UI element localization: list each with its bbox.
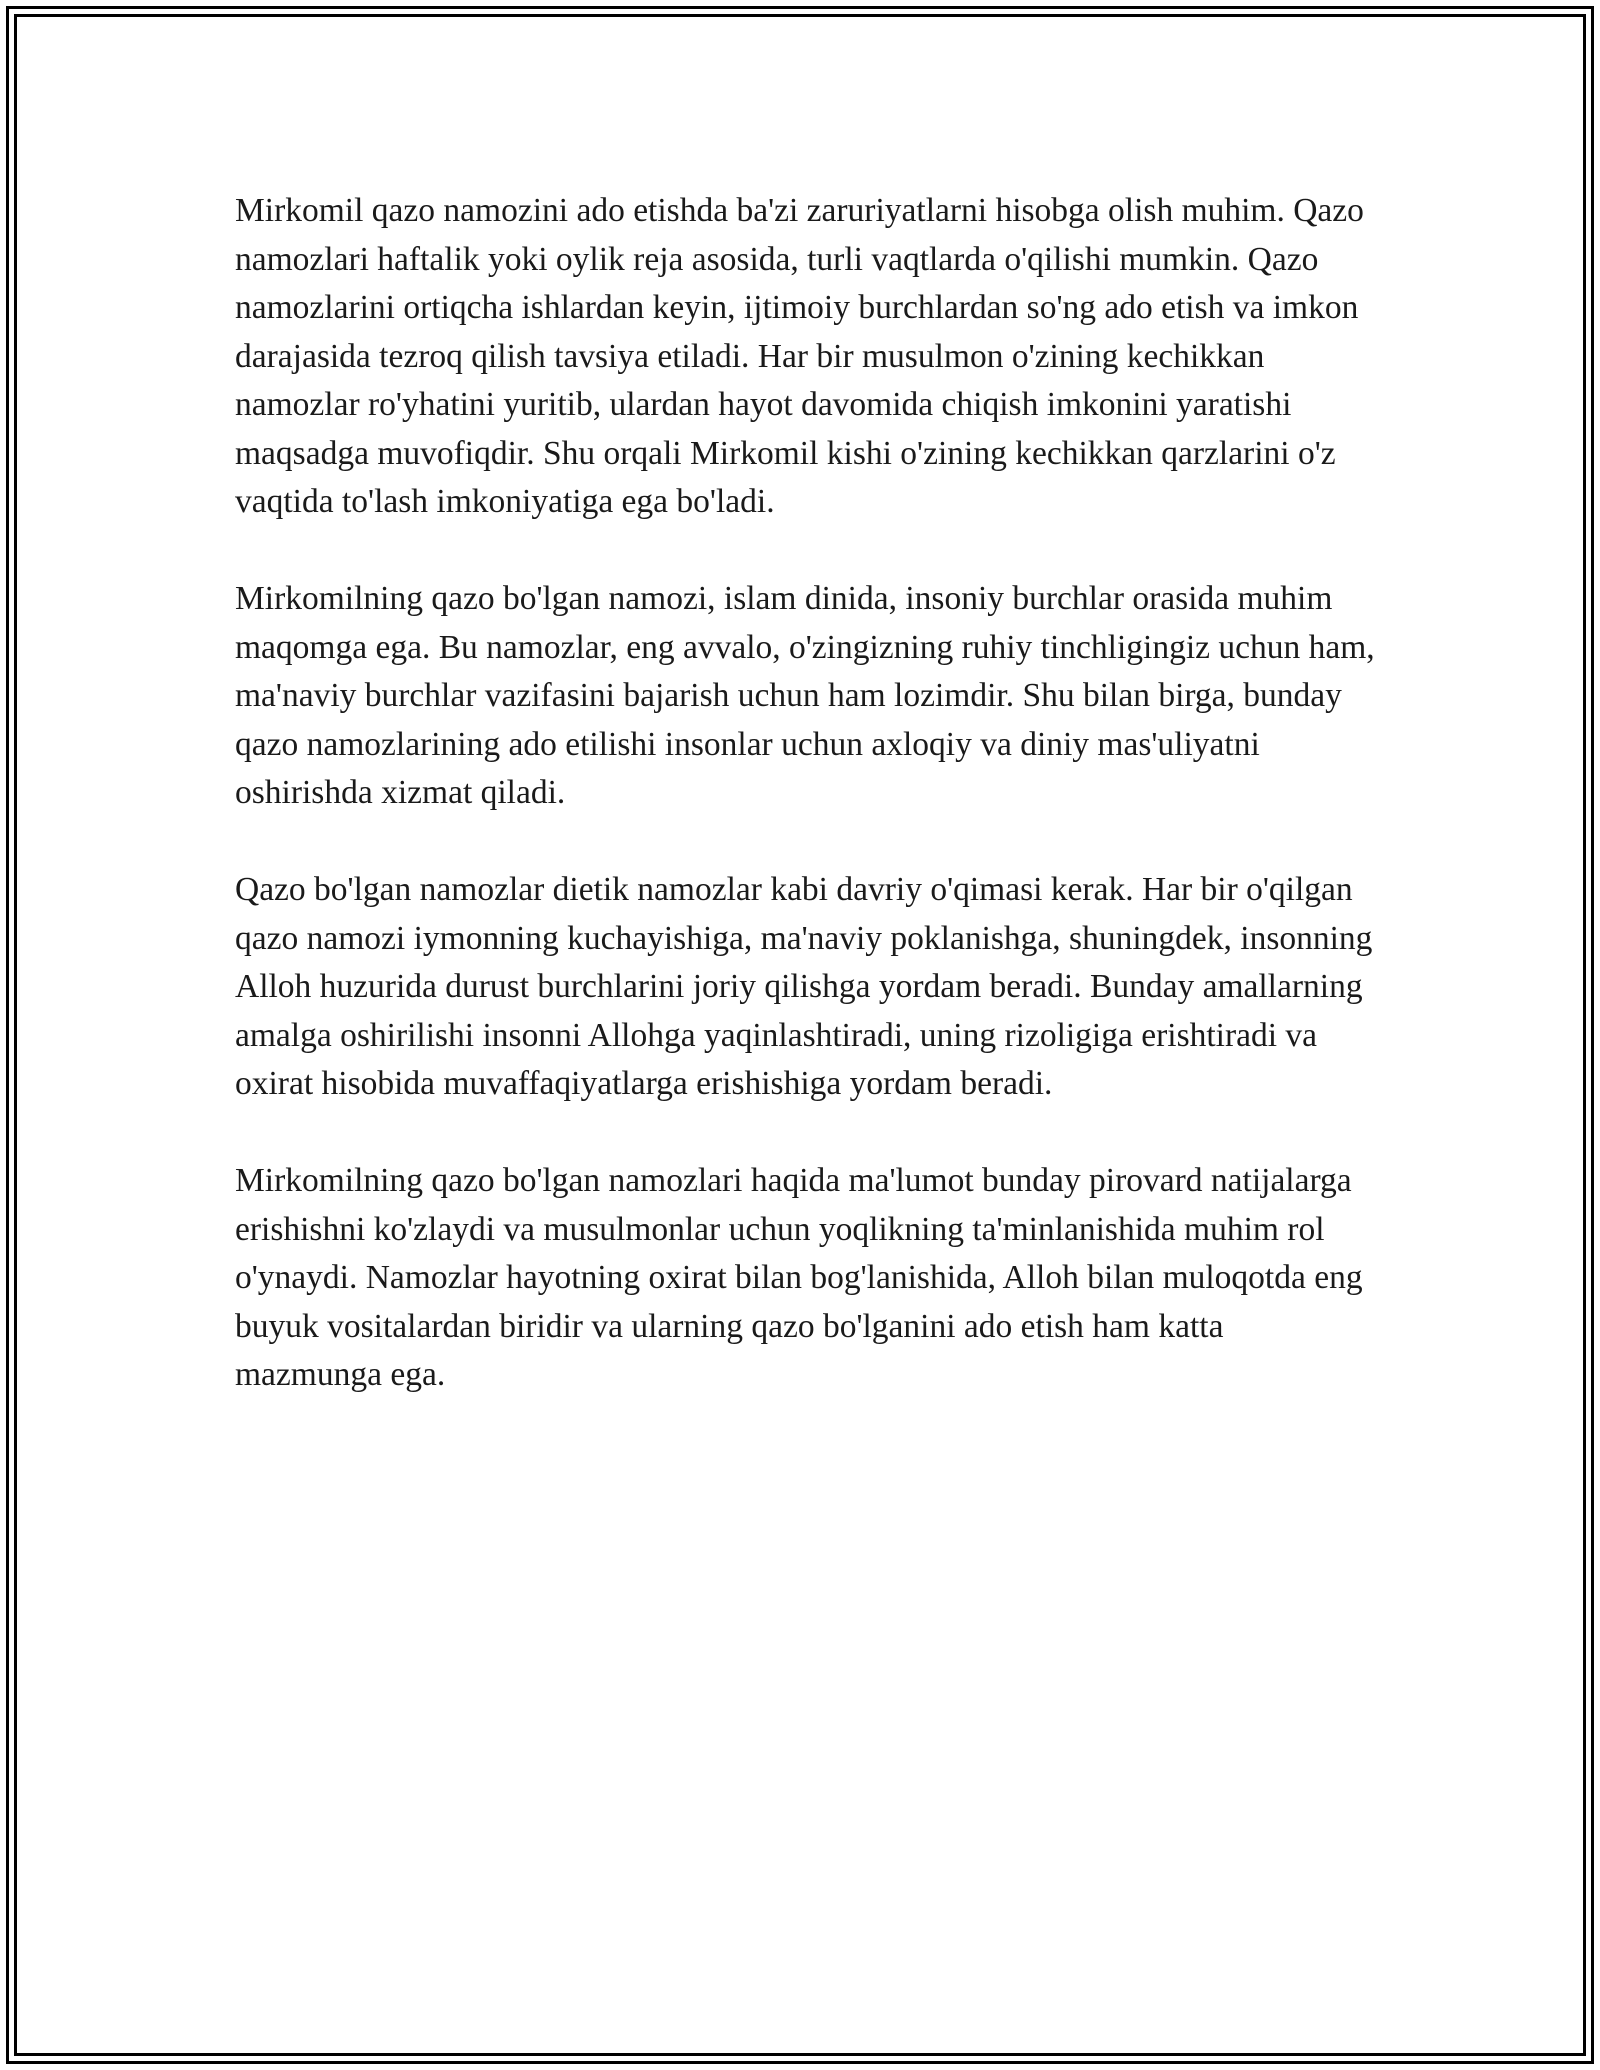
paragraph-4: Mirkomilning qazo bo'lgan namozlari haqida ma'lumot bunday pirovard natijalarga erishishni ko'zlaydi va musulmonlar uchun yoqlikning ta'minlanishida muhim rol o'ynaydi. Namozlar hayotning oxirat bilan bog'lanishida, Alloh bilan muloqotda eng buyuk vositalardan biridir va ularning qazo bo'lganini ado etish ham katta mazmunga ega.	[235, 1162, 1363, 1393]
paragraph-3: Qazo bo'lgan namozlar dietik namozlar kabi davriy o'qimasi kerak. Har bir o'qilgan qazo namozi iymonning kuchayishiga, ma'naviy poklanishga, shuningdek, insonning Alloh huzurida durust burchlarini joriy qilishga yordam beradi. Bunday amallarning amalga oshirilishi insonni Allohga yaqinlashtiradi, uning rizoligiga erishtiradi va oxirat hisobida muvaffaqiyatlarga erishishiga yordam beradi.	[235, 871, 1373, 1102]
paragraph-2: Mirkomilning qazo bo'lgan namozi, islam dinida, insoniy burchlar orasida muhim maqomga ega. Bu namozlar, eng avvalo, o'zingizning ruhiy tinchligingiz uchun ham, ma'naviy burchlar vazifasini bajarish uchun ham lozimdir. Shu bilan birga, bunday qazo namozlarining ado etilishi insonlar uchun axloqiy va diniy mas'uliyatni oshirishda xizmat qiladi.	[235, 580, 1375, 811]
document-body	[235, 187, 1375, 1400]
paragraph-1: Mirkomil qazo namozini ado etishda ba'zi zaruriyatlarni hisobga olish muhim. Qazo namozlari haftalik yoki oylik reja asosida, turli vaqtlarda o'qilishi mumkin. Qazo namozlarini ortiqcha ishlardan keyin, ijtimoiy burchlardan so'ng ado etish va imkon darajasida tezroq qilish tavsiya etiladi. Har bir musulmon o'zining kechikkan namozlar ro'yhatini yuritib, ulardan hayot davomida chiqish imkonini yaratishi maqsadga muvofiqdir. Shu orqali Mirkomil kishi o'zining kechikkan qarzlarini o'z vaqtida to'lash imkoniyatiga ega bo'ladi.	[235, 192, 1364, 520]
